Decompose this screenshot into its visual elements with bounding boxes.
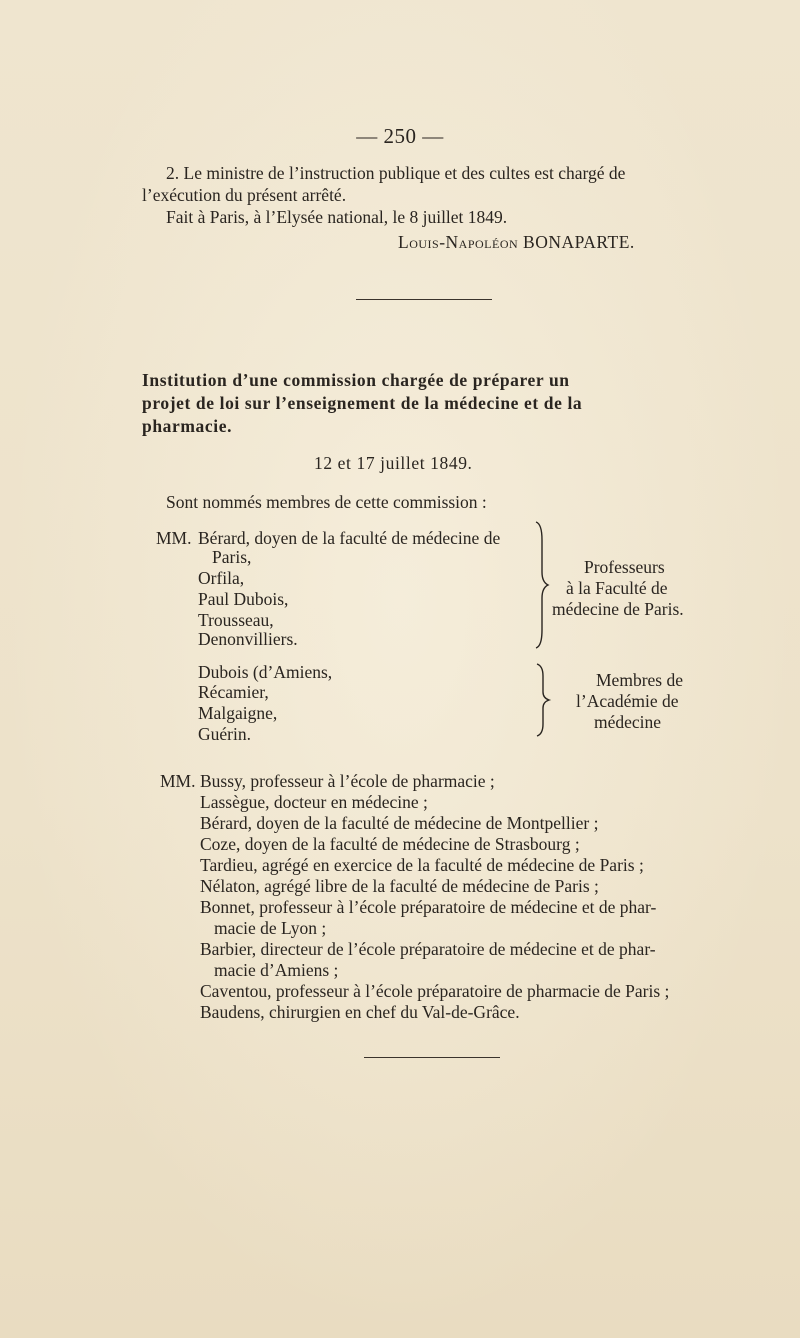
member-line: Bérard, doyen de la faculté de médecine de [198,528,501,548]
note-line: l’Académie de [576,691,679,711]
note-line: à la Faculté de [566,578,668,598]
commission-line: macie d’Amiens ; [214,960,339,980]
commission-line: Nélaton, agrégé libre de la faculté de médecine de Paris ; [200,876,599,896]
member-line: Orfila, [198,568,245,588]
divider-rule [364,1057,500,1058]
signature: Louis-Napoléon BONAPARTE. [398,232,635,252]
section-heading-line-2: projet de loi sur l’enseignement de la médecine et de la [142,393,583,413]
commission-line: Caventou, professeur à l’école préparatoire de pharmacie de Paris ; [200,981,670,1001]
mm-prefix-2: MM. [160,771,196,791]
right-brace-2 [533,662,553,743]
member-line: Guérin. [198,724,251,744]
commission-line: macie de Lyon ; [214,918,327,938]
member-line: Malgaigne, [198,703,278,723]
note-line: Membres de [596,670,683,690]
note-line: Professeurs [584,557,665,577]
article-line-1: 2. Le ministre de l’instruction publique et des cultes est chargé de [166,163,626,183]
commission-line: Baudens, chirurgien en chef du Val-de-Grâce. [200,1002,520,1022]
article-line-3: Fait à Paris, à l’Elysée national, le 8 juillet 1849. [166,207,508,227]
commission-line: Barbier, directeur de l’école préparatoire de médecine et de phar- [200,939,656,959]
commission-line: Lassègue, docteur en médecine ; [200,792,428,812]
divider-rule [356,299,492,300]
commission-line: Coze, doyen de la faculté de médecine de Strasbourg ; [200,834,580,854]
commission-line: Bussy, professeur à l’école de pharmacie ; [200,771,495,791]
member-line: Dubois (d’Amiens, [198,662,333,682]
right-brace-1 [532,520,552,655]
note-line: médecine [594,712,662,732]
note-line: médecine de Paris. [552,599,684,619]
section-heading-line-3: pharmacie. [142,416,233,436]
date-line: 12 et 17 juillet 1849. [314,453,473,473]
commission-line: Bérard, doyen de la faculté de médecine de Montpellier ; [200,813,599,833]
member-line: Trousseau, [198,610,274,630]
member-line: Denonvilliers. [198,629,298,649]
commission-line: Bonnet, professeur à l’école préparatoire de médecine et de phar- [200,897,657,917]
intro-line: Sont nommés membres de cette commission : [166,492,487,512]
member-line: Récamier, [198,682,269,702]
page-number: — 250 — [356,124,444,148]
article-line-2: l’exécution du présent arrêté. [142,185,347,205]
section-heading-line-1: Institution d’une commission chargée de préparer un [142,370,570,390]
member-line: Paris, [212,547,252,567]
member-line: Paul Dubois, [198,589,289,609]
mm-prefix-1: MM. [156,528,192,548]
commission-line: Tardieu, agrégé en exercice de la faculté de médecine de Paris ; [200,855,644,875]
